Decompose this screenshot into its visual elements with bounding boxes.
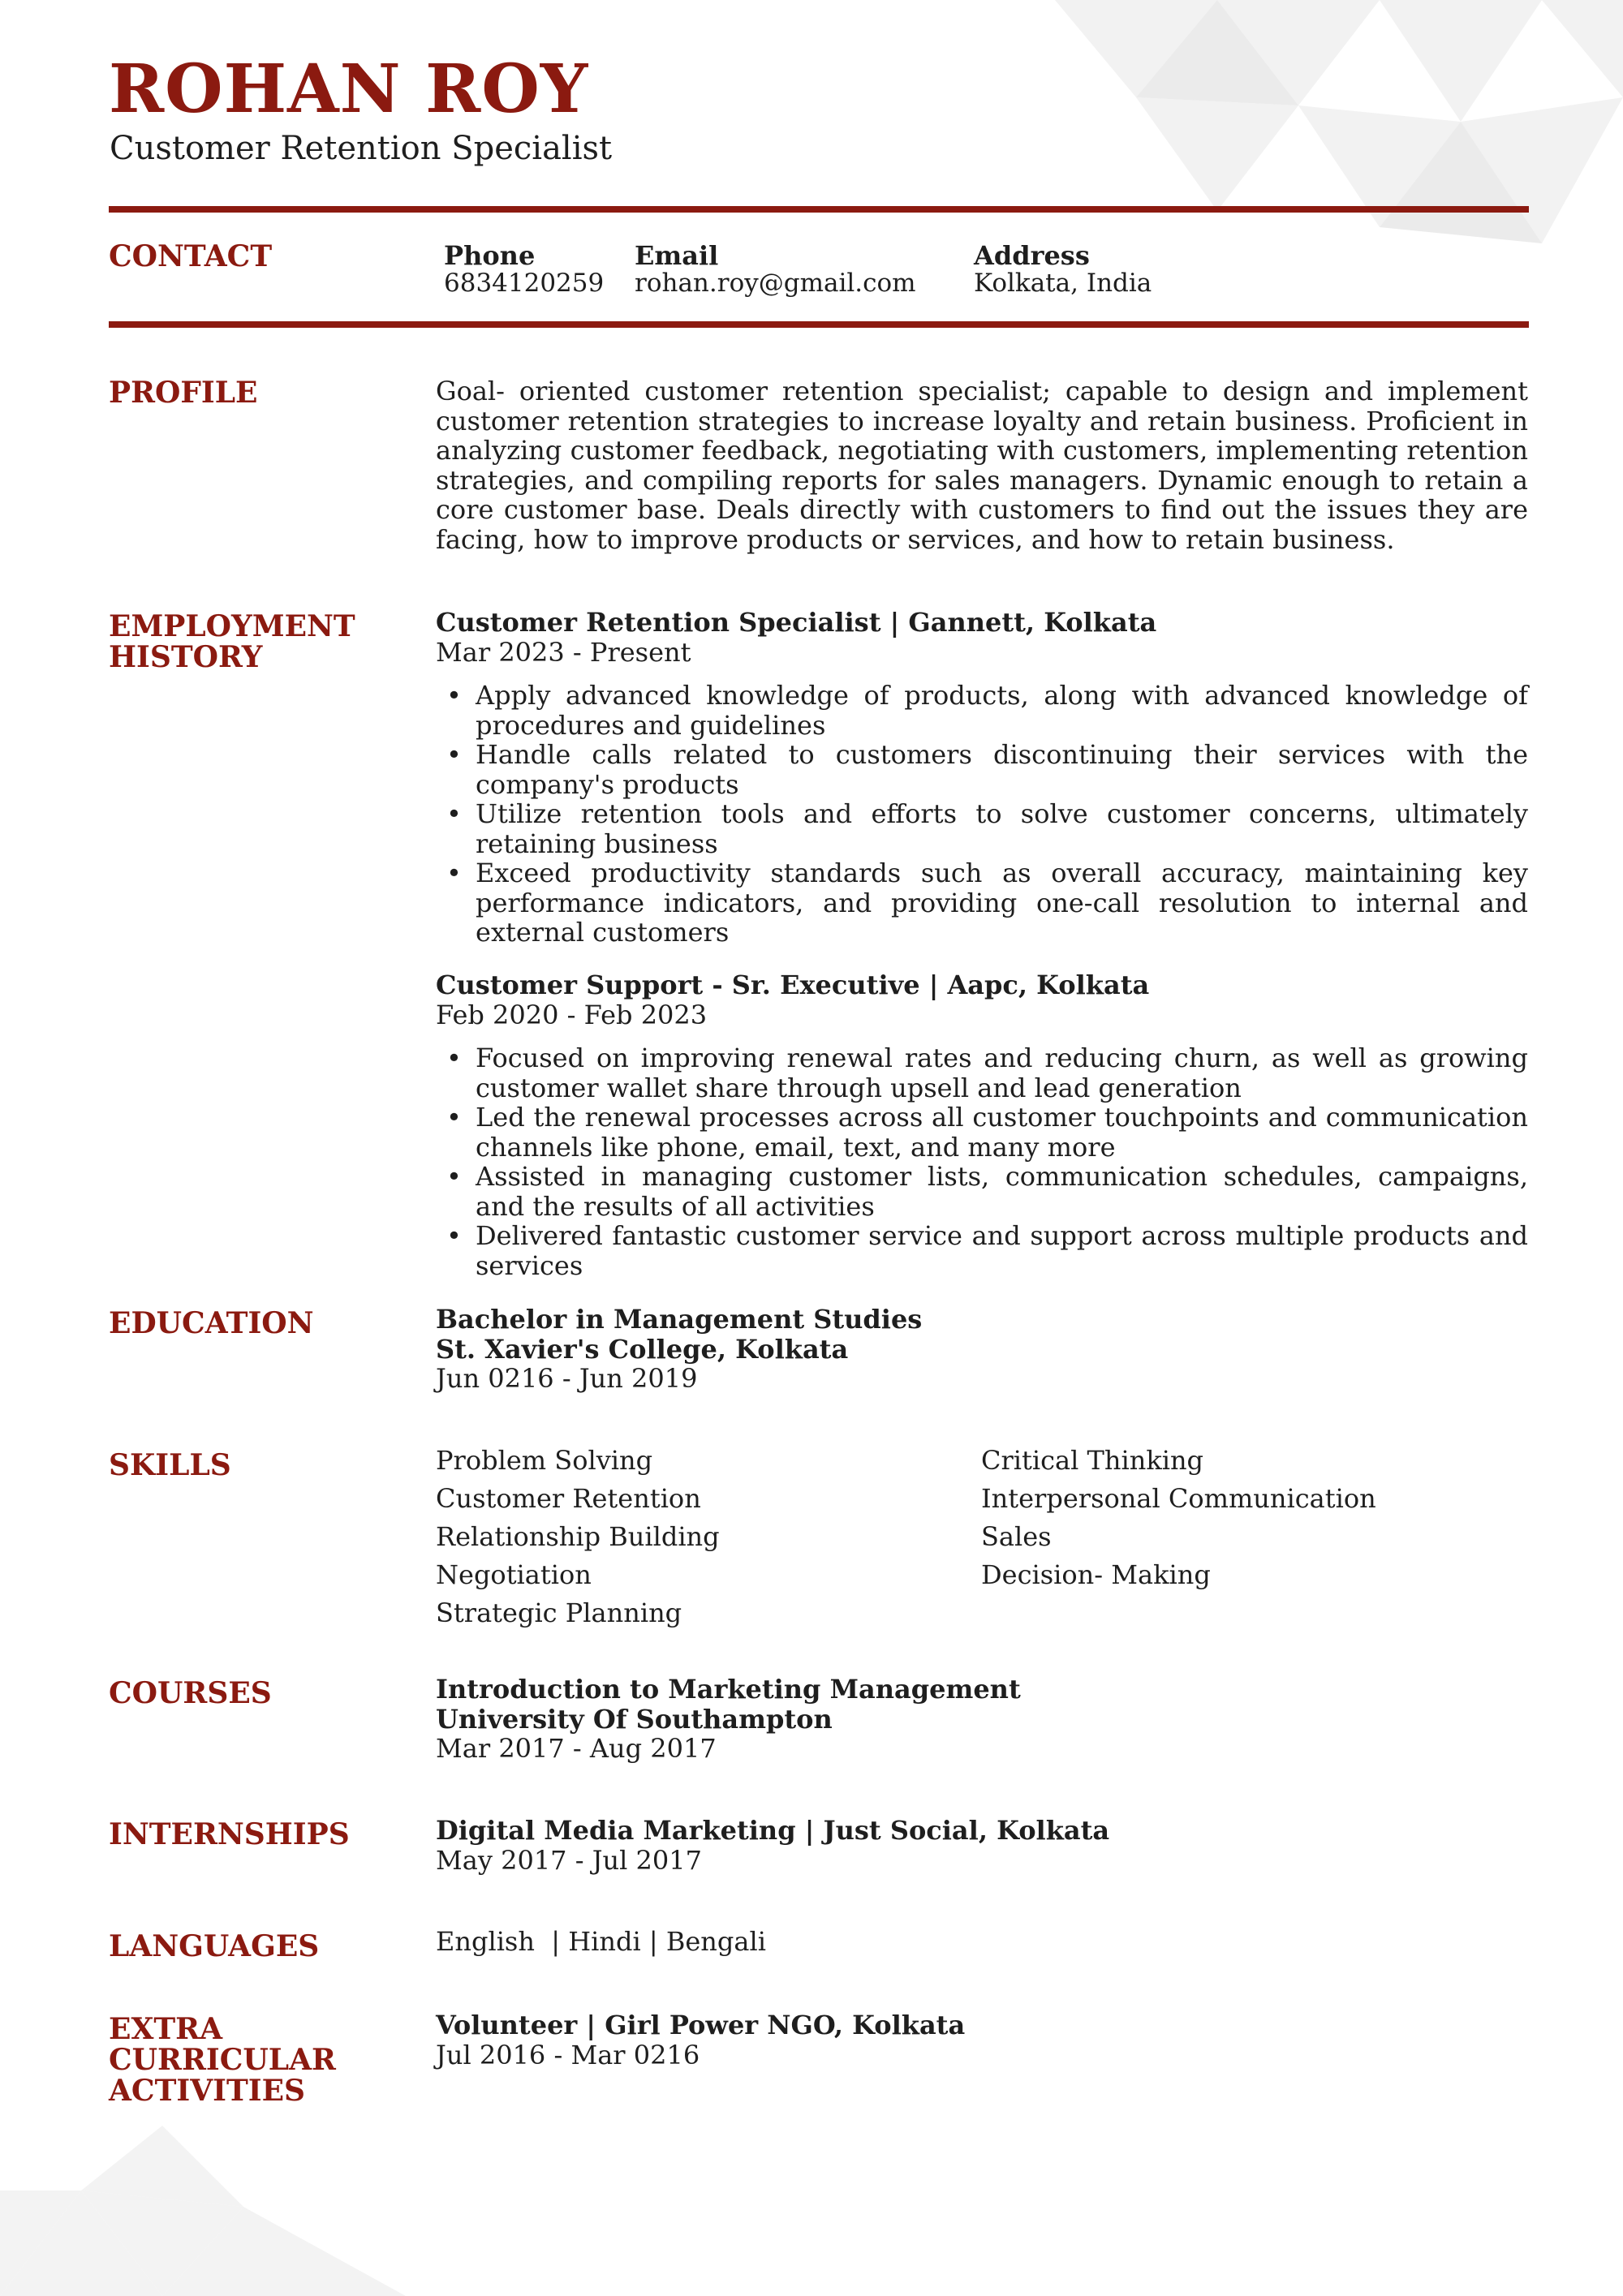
extracurricular-heading: Volunteer | Girl Power NGO, Kolkata xyxy=(436,2010,966,2040)
job-heading: Customer Retention Specialist | Gannett, Kolkata xyxy=(436,607,1157,638)
list-item: • Utilize retention tools and efforts to solve customer concerns, ultimately retaining business xyxy=(476,799,1528,858)
course-name: Introduction to Marketing Management xyxy=(436,1674,1021,1705)
extracurricular-section-title xyxy=(109,2014,417,2106)
languages-text: English | Hindi | Bengali xyxy=(436,1926,766,1957)
course-institution: University Of Southampton xyxy=(436,1703,833,1735)
skill-item: Relationship Building xyxy=(436,1521,720,1552)
skills-list-right xyxy=(981,1442,1376,1594)
candidate-title: Customer Retention Specialist xyxy=(110,130,613,167)
list-item: • Delivered fantastic customer service and support across multiple products and services xyxy=(476,1221,1528,1280)
list-item: • Apply advanced knowledge of products, along with advanced knowledge of procedures and guidelines xyxy=(476,681,1528,740)
languages-section-title: LANGUAGES xyxy=(109,1929,320,1963)
employment-title-line1: EMPLOYMENT xyxy=(109,609,355,643)
phone-label: Phone xyxy=(444,240,536,271)
extracurricular-title-line3: ACTIVITIES xyxy=(109,2074,306,2108)
profile-section-title: PROFILE xyxy=(109,376,258,410)
list-item: • Handle calls related to customers discontinuing their services with the company's products xyxy=(476,740,1528,799)
skill-item: Critical Thinking xyxy=(981,1445,1204,1476)
courses-section-title: COURSES xyxy=(109,1676,272,1710)
list-item: • Focused on improving renewal rates and reducing churn, as well as growing customer wallet share through upsell and lead generation xyxy=(476,1043,1528,1103)
education-degree: Bachelor in Management Studies xyxy=(436,1304,923,1335)
education-dates: Jun 0216 - Jun 2019 xyxy=(436,1363,698,1394)
skill-item: Decision- Making xyxy=(981,1559,1211,1590)
skills-section-title: SKILLS xyxy=(109,1448,231,1482)
candidate-name: ROHAN ROY xyxy=(109,50,589,128)
list-item: • Exceed productivity standards such as overall accuracy, maintaining key performance indicators, and providing one-call resolution to internal and external customers xyxy=(476,858,1528,948)
job-responsibilities xyxy=(436,1043,1528,1280)
skill-item: Sales xyxy=(981,1521,1052,1552)
internship-entry xyxy=(436,1816,1528,1875)
job-dates: Feb 2020 - Feb 2023 xyxy=(436,999,708,1030)
email-value: rohan.roy@gmail.com xyxy=(635,269,916,298)
extracurricular-title-line2: CURRICULAR xyxy=(109,2043,336,2077)
skill-item: Interpersonal Communication xyxy=(981,1483,1376,1514)
internship-heading: Digital Media Marketing | Just Social, Kolkata xyxy=(436,1815,1110,1846)
phone-value: 6834120259 xyxy=(444,269,605,298)
address-label: Address xyxy=(974,240,1090,271)
skill-item: Customer Retention xyxy=(436,1483,701,1514)
skill-item: Negotiation xyxy=(436,1559,592,1590)
extracurricular-dates: Jul 2016 - Mar 0216 xyxy=(436,2039,700,2070)
internships-section-title: INTERNSHIPS xyxy=(109,1817,350,1851)
course-dates: Mar 2017 - Aug 2017 xyxy=(436,1733,717,1764)
contact-section-title: CONTACT xyxy=(109,239,273,273)
skills-list-left xyxy=(436,1442,720,1632)
extracurricular-title-line1: EXTRA xyxy=(109,2012,223,2046)
job-entry xyxy=(436,970,1528,1280)
job-responsibilities xyxy=(436,681,1528,948)
course-entry xyxy=(436,1675,1528,1764)
employment-title-line2: HISTORY xyxy=(109,640,263,674)
contact-top-divider xyxy=(109,206,1529,213)
list-item: • Assisted in managing customer lists, communication schedules, campaigns, and the results of all activities xyxy=(476,1162,1528,1221)
extracurricular-entry xyxy=(436,2010,1528,2070)
skill-item: Strategic Planning xyxy=(436,1597,682,1628)
education-section-title: EDUCATION xyxy=(109,1306,314,1340)
employment-section-title xyxy=(109,611,417,673)
list-item: • Led the renewal processes across all customer touchpoints and communication channels like phone, email, text, and many more xyxy=(476,1103,1528,1162)
education-school: St. Xavier's College, Kolkata xyxy=(436,1333,849,1365)
job-dates: Mar 2023 - Present xyxy=(436,636,691,668)
contact-bottom-divider xyxy=(109,321,1529,328)
job-entry xyxy=(436,608,1528,948)
address-value: Kolkata, India xyxy=(974,269,1152,298)
education-entry xyxy=(436,1305,1528,1394)
email-label: Email xyxy=(635,240,719,271)
profile-content xyxy=(436,376,1528,554)
job-heading: Customer Support - Sr. Executive | Aapc, Kolkata xyxy=(436,970,1150,1000)
skill-item: Problem Solving xyxy=(436,1445,653,1476)
profile-text: Goal- oriented customer retention specialist; capable to design and implement customer retention strategies to increase loyalty and retain business. Proficient in analyzing customer feedback, negotiating with customers, implementing retention strategies, and compiling reports for sales managers. Dynamic enough to retain a core customer base. Deals directly with customers to find out the issues they are facing, how to improve products or services, and how to retain business. xyxy=(436,376,1528,555)
internship-dates: May 2017 - Jul 2017 xyxy=(436,1844,702,1876)
